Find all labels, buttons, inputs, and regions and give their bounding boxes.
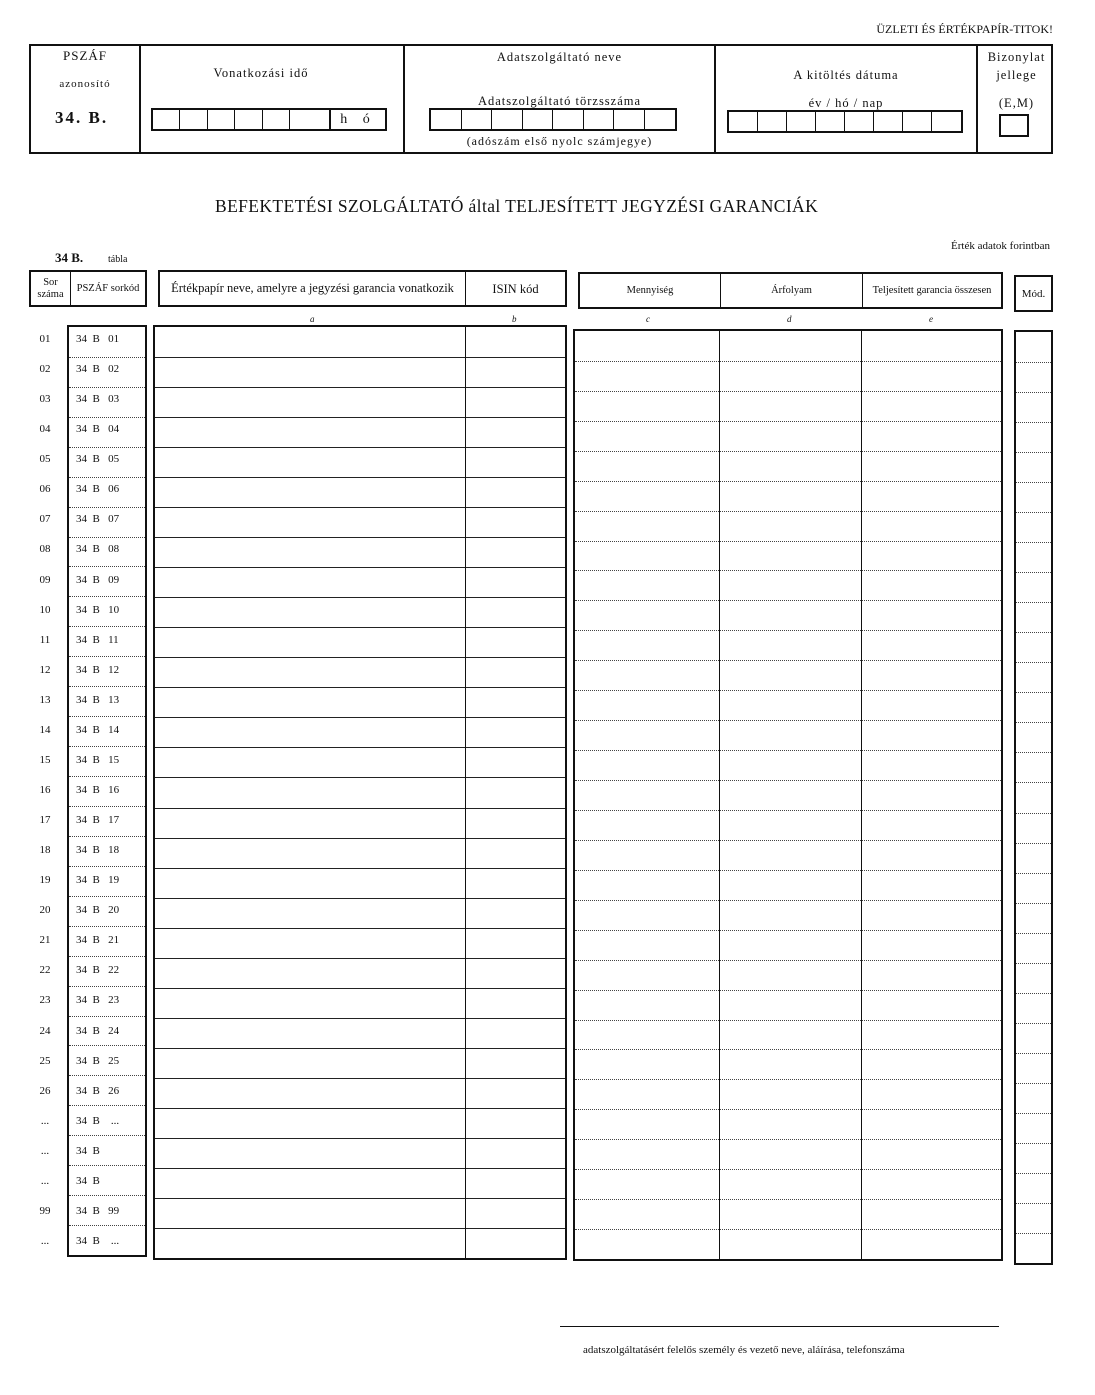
grid-rule [1016,963,1051,964]
mod-grid[interactable] [1014,330,1053,1265]
grid-rule [69,1225,145,1226]
jellege-label: jellege [996,68,1037,82]
grid-rule [69,776,145,777]
grid-rule [69,896,145,897]
units-note: Érték adatok forintban [951,240,1050,252]
azonosito-label: azonosító [59,78,111,90]
ho-box: h ó [329,108,387,131]
row-number: 23 [39,994,51,1007]
grid-rule [155,868,565,869]
grid-rule [1016,512,1051,513]
grid-rule [575,1139,1001,1140]
col-isin: ISIN kód [492,281,539,296]
confidential-notice: ÜZLETI ÉS ÉRTÉKPAPÍR-TITOK! [876,22,1053,36]
col-ertekpapir: Értékpapír neve, amelyre a jegyzési garancia vonatkozik [160,272,466,305]
row-number: 10 [39,603,51,616]
grid-rule [1016,722,1051,723]
row-sorkod: 34 B 26 [76,1084,120,1097]
grid-rule [155,687,565,688]
grid-rule [155,387,565,388]
row-number: 13 [39,693,51,706]
grid-rule [69,1016,145,1017]
grid-rule [69,806,145,807]
grid-rule [69,596,145,597]
row-sorkod: 34 B 11 [76,633,119,646]
grid-rule [69,1195,145,1196]
grid-rule [575,870,1001,871]
col-letter-b: b [512,314,517,324]
row-sorkod: 34 B ... [76,1114,120,1127]
row-sorkod: 34 B 22 [76,964,120,977]
grid-rule [575,720,1001,721]
grid-rule [1016,1113,1051,1114]
row-sorkod: 34 B 16 [76,784,120,796]
form-header [29,44,1053,154]
row-sorkod: 34 B 04 [76,423,120,436]
grid-rule [155,958,565,959]
grid-rule [155,1138,565,1139]
row-sorkod: 34 B ... [76,1234,120,1247]
bizonylat-label: Bizonylat [987,50,1046,64]
row-number: ... [40,1174,50,1187]
grid-rule [155,898,565,899]
grid-rule [575,600,1001,601]
row-sorkod: 34 B 06 [76,483,120,496]
vonatkozasi-ido-label: Vonatkozási idő [213,66,309,80]
grid-rule [575,1169,1001,1170]
grid-rule [69,746,145,747]
grid-rule [1016,452,1051,453]
col-letter-c: c [646,314,650,324]
row-number: ... [40,1114,50,1127]
grid-rule [69,1045,145,1046]
grid-rule [69,447,145,448]
grid-rule [155,1018,565,1019]
grid-rule [69,387,145,388]
grid-rule [1016,1023,1051,1024]
row-number: 09 [39,573,51,586]
row-sorkod: 34 B 19 [76,874,120,887]
torzszam-label: Adatszolgáltató törzsszáma [477,94,642,108]
thead-mod [1014,275,1053,312]
grid-rule [155,747,565,748]
grid-rule [1016,1143,1051,1144]
grid-rule [69,417,145,418]
row-sorkod: 34 B 07 [76,513,120,526]
grid-rule [1016,1233,1051,1234]
thead-mid [158,270,567,307]
row-sorkod: 34 B 99 [76,1204,120,1217]
row-number: 26 [39,1084,51,1097]
grid-rule [575,690,1001,691]
ev-ho-nap-label: év / hó / nap [808,96,884,110]
row-sorkod: 34 B 17 [76,814,120,827]
grid-rule [155,1108,565,1109]
grid-rule [1016,662,1051,663]
grid-rule [1016,362,1051,363]
grid-rule [69,507,145,508]
grid-rule [575,750,1001,751]
grid-rule [575,391,1001,392]
row-number: 99 [39,1204,51,1217]
grid-rule [69,836,145,837]
grid-rule [155,627,565,628]
tabla-code: 34 B. [55,250,84,265]
row-number: 05 [39,453,51,466]
vonatkozasi-ido-field[interactable] [151,108,331,131]
grid-rule [69,357,145,358]
pszaf-label: PSZÁF [62,48,108,63]
tabla-word: tábla [108,254,128,265]
grid-rule [155,777,565,778]
col-letter-d: d [787,314,792,324]
row-number: 02 [39,363,51,376]
kitoltes-datuma-label: A kitöltés dátuma [793,68,899,82]
grid-rule [575,900,1001,901]
form-code: 34. B. [55,108,109,127]
row-number: 08 [39,543,51,556]
row-sorkod: 34 B 10 [76,603,120,616]
torzszam-field[interactable] [429,108,677,131]
grid-rule [575,930,1001,931]
grid-rule [155,1168,565,1169]
grid-rule [155,1078,565,1079]
row-number: 04 [39,423,51,436]
amounts-grid[interactable] [573,329,1003,1261]
grid-rule [69,686,145,687]
page-title: BEFEKTETÉSI SZOLGÁLTATÓ által TELJESÍTETT JEGYZÉSI GARANCIÁK [215,196,819,216]
signature-caption: adatszolgáltatásért felelős személy és vezető neve, aláírása, telefonszáma [583,1344,905,1356]
grid-rule [575,1229,1001,1230]
grid-rule [1016,903,1051,904]
row-sorkod: 34 B 09 [76,573,120,586]
grid-rule [1016,1053,1051,1054]
grid-rule [155,597,565,598]
grid-rule [1016,392,1051,393]
row-sorkod: 34 B 02 [76,363,120,376]
grid-rule [575,1079,1001,1080]
grid-rule [1016,933,1051,934]
row-sorkod: 34 B 14 [76,723,120,736]
row-sorkod: 34 B [76,1144,100,1157]
row-sorkod: 34 B 23 [76,994,120,1007]
signature-line [560,1326,999,1327]
row-number: 24 [39,1024,51,1037]
grid-rule [1016,632,1051,633]
row-sorkod: 34 B 21 [76,934,120,947]
row-sorkod: 34 B 25 [76,1054,120,1067]
grid-rule [1016,782,1051,783]
grid-rule [155,657,565,658]
grid-rule [1016,993,1051,994]
grid-rule [575,630,1001,631]
kitoltes-datuma-field[interactable] [727,110,963,133]
em-label: (E,M) [998,96,1035,110]
grid-rule [1016,542,1051,543]
row-sorkod: 34 B 20 [76,904,120,917]
grid-rule [1016,422,1051,423]
grid-rule [575,960,1001,961]
row-sorkod: 34 B [76,1174,100,1187]
col-letter-e: e [929,314,933,324]
row-sorkod: 34 B 05 [76,453,120,466]
col-mennyiseg: Mennyiség [580,274,721,307]
grid-rule [1016,602,1051,603]
grid-rule [69,477,145,478]
grid-rule [155,447,565,448]
grid-rule [69,626,145,627]
grid-rule [1016,572,1051,573]
grid-rule [69,1165,145,1166]
col-letter-a: a [310,314,315,324]
grid-rule [575,1049,1001,1050]
grid-rule [69,716,145,717]
grid-column-rule [465,327,466,1258]
grid-rule [575,810,1001,811]
grid-rule [1016,843,1051,844]
row-sorkod: 34 B 13 [76,693,120,706]
grid-rule [575,451,1001,452]
row-sorkod: 34 B 18 [76,844,120,857]
grid-rule [1016,1203,1051,1204]
row-number: 18 [39,844,51,857]
grid-rule [1016,752,1051,753]
grid-rule [1016,873,1051,874]
row-number: 17 [39,814,51,827]
row-number: 21 [39,934,51,947]
row-number: 25 [39,1054,51,1067]
row-number: 22 [39,964,51,977]
adatszolgaltato-neve-label: Adatszolgáltató neve [496,50,623,64]
row-number: 16 [39,784,51,796]
grid-rule [69,986,145,987]
row-sorkod: 34 B 12 [76,663,120,676]
grid-rule [69,566,145,567]
row-number: ... [40,1234,50,1247]
grid-rule [69,1105,145,1106]
grid-rule [69,537,145,538]
row-number: 01 [39,333,51,346]
grid-rule [575,780,1001,781]
grid-rule [1016,692,1051,693]
grid-rule [69,1135,145,1136]
grid-rule [155,838,565,839]
grid-rule [575,570,1001,571]
row-sorkod: 34 B 08 [76,543,120,556]
col-mod: Mód. [1021,287,1046,300]
grid-rule [575,1020,1001,1021]
grid-rule [155,417,565,418]
col-pszaf-sorkod: PSZÁF sorkód [76,282,140,294]
grid-rule [155,567,565,568]
grid-rule [69,1075,145,1076]
row-number: 20 [39,904,51,917]
adoszam-note: (adószám első nyolc számjegye) [466,134,653,148]
grid-rule [155,507,565,508]
row-sorkod: 34 B 15 [76,753,120,766]
grid-rule [155,928,565,929]
row-number: 15 [39,753,51,766]
grid-rule [575,511,1001,512]
grid-rule [155,537,565,538]
grid-rule [69,926,145,927]
bizonylat-jellege-field[interactable] [999,114,1029,137]
grid-rule [155,717,565,718]
row-sorkod: 34 B 01 [76,333,120,346]
thead-left [29,270,147,307]
grid-rule [69,956,145,957]
grid-rule [575,990,1001,991]
grid-rule [155,477,565,478]
grid-rule [575,541,1001,542]
row-number: 12 [39,663,51,676]
row-number: 19 [39,874,51,887]
ertekpapir-grid[interactable] [153,325,567,1260]
row-number: 11 [39,633,51,646]
grid-rule [155,988,565,989]
grid-rule [575,660,1001,661]
grid-rule [575,481,1001,482]
grid-rule [155,357,565,358]
grid-column-rule [861,331,862,1259]
grid-rule [69,866,145,867]
row-sorkod: 34 B 03 [76,393,120,406]
grid-rule [155,808,565,809]
grid-rule [155,1048,565,1049]
row-number: 14 [39,723,51,736]
row-number: 03 [39,393,51,406]
grid-rule [575,421,1001,422]
grid-rule [575,1199,1001,1200]
grid-rule [1016,1083,1051,1084]
col-teljesitett: Teljesített garancia összesen [872,284,992,296]
grid-rule [575,361,1001,362]
grid-rule [1016,813,1051,814]
row-sorkod: 34 B 24 [76,1024,120,1037]
col-sor-szama: Sor száma [31,272,71,305]
row-number: 07 [39,513,51,526]
grid-rule [69,656,145,657]
grid-rule [575,1109,1001,1110]
grid-rule [1016,1173,1051,1174]
grid-rule [155,1228,565,1229]
grid-rule [575,840,1001,841]
row-number: 06 [39,483,51,496]
row-number: ... [40,1144,50,1157]
grid-rule [155,1198,565,1199]
col-arfolyam: Árfolyam [721,274,863,307]
thead-right [578,272,1003,309]
grid-column-rule [719,331,720,1259]
grid-rule [1016,482,1051,483]
